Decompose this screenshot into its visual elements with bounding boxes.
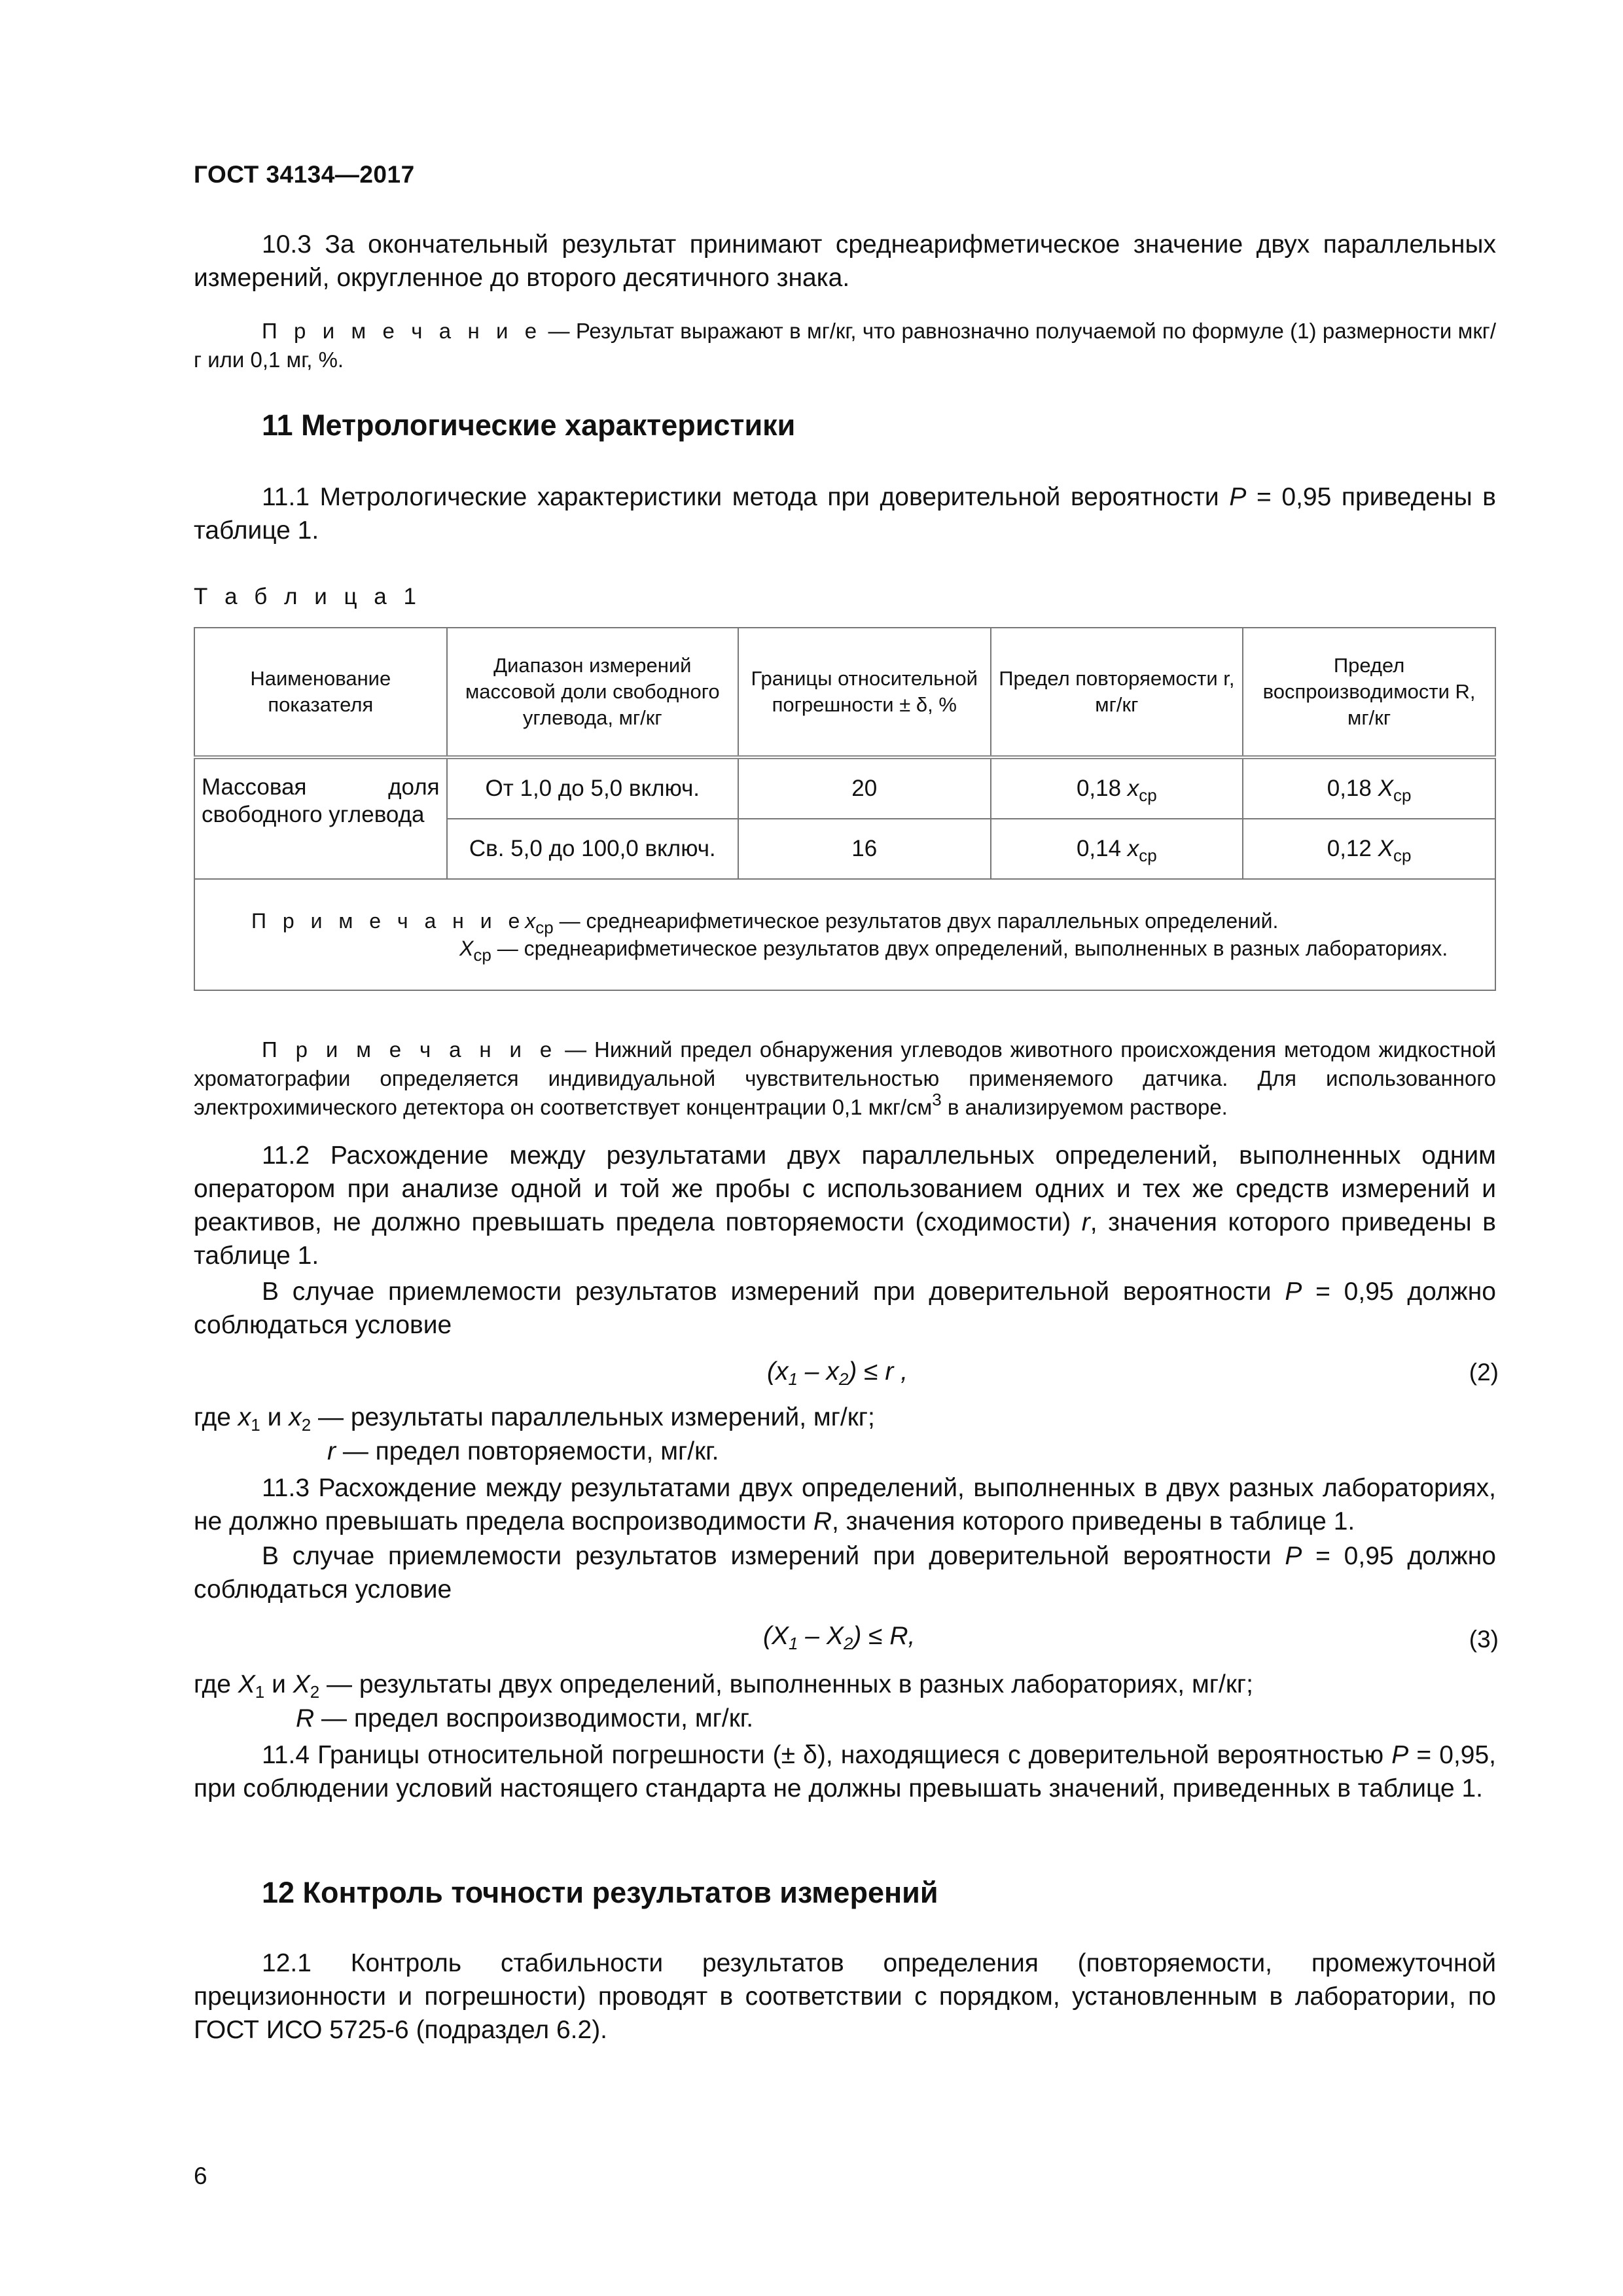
paragraph-acceptance-2: В случае приемлемости результатов измерений при доверительной вероятности P = 0,95 должно соблюдаться условие [194,1542,1497,1604]
table-caption: Т а б л и ц а 1 [194,584,421,609]
paragraph-11-3: 11.3 Расхождение между результатами двух определений, выполненных в двух разных лабораториях, не должно превышать предела воспроизводимости R, значения которого приведены в таблице 1. [194,1474,1496,1535]
formula-3-legend-1: где $X_1$ и $X_2$ — результаты двух определений, выполненных в разных лабораториях, мг/кг; [194,1670,1253,1702]
table-header-row [194,628,1495,757]
cell-error: 16 [738,819,991,879]
cell-reproducibility: 0,18 $X_{ср}$ [1243,757,1495,819]
page-number: 6 [194,2162,207,2189]
paragraph-11-4: 11.4 Границы относительной погрешности (± δ), находящиеся с доверительной вероятностью P = 0,95, при соблюдении условий настоящего стандарта не должны превышать значений, приведенных в таблице 1. [194,1741,1497,1803]
table-row [194,757,1495,819]
paragraph-10-3: 10.3 За окончательный результат принимают среднеарифметическое значение двух параллельных измерений, округленное до второго десятичного знака. [194,230,1496,292]
paragraph-11-2: 11.2 Расхождение между результатами двух параллельных определений, выполненных одним оператором при анализе одной и той же пробы с использованием одних и тех же средств измерений и реактивов, не должно превышать предела повторяемости (сходимости) r, значения которого приведены в таблице 1. [194,1141,1496,1270]
note-result-units: П р и м е ч а н и е — Результат выражают в мг/кг, что равнозначно получаемой по формуле (1) размерности мкг/г или 0,1 мг, %. [194,319,1497,372]
section-title-12: 12 Контроль точности результатов измерений [262,1876,938,1909]
document-header: ГОСТ 34134—2017 [194,161,415,188]
col-header-repeatability: Предел повторяемости r, мг/кг [991,628,1243,757]
formula-2-legend-2: r — предел повторяемости, мг/кг. [327,1437,719,1465]
col-header-indicator: Наименование показателя [194,628,447,757]
cell-repeatability: 0,18 $x_{ср}$ [991,757,1243,819]
cell-range: Св. 5,0 до 100,0 включ. [447,819,738,879]
cell-reproducibility: 0,12 $X_{ср}$ [1243,819,1495,879]
formula-3-number: (3) [1469,1626,1499,1653]
table-note-row [194,879,1495,990]
section-title-11: 11 Метрологические характеристики [262,408,796,442]
col-header-reproducibility: Предел воспроизводимости R, мг/кг [1243,628,1495,757]
col-header-range: Диапазон измерений массовой доли свободного углевода, мг/кг [447,628,738,757]
formula-3-legend-2: R — предел воспроизводимости, мг/кг. [296,1704,754,1732]
col-header-error: Границы относительной погрешности ± δ, % [738,628,991,757]
cell-range: От 1,0 до 5,0 включ. [447,757,738,819]
paragraph-11-1: 11.1 Метрологические характеристики метода при доверительной вероятности P = 0,95 приведены в таблице 1. [194,483,1497,545]
formula-3: $(X_1 - X_2) \le R$, [763,1622,916,1653]
formula-2: $(x_1 - x_2) \le r$ , [767,1357,908,1389]
paragraph-acceptance-1: В случае приемлемости результатов измерений при доверительной вероятности P = 0,95 должно соблюдаться условие [194,1278,1497,1339]
row-header-indicator: Массовая доля свободного углевода [194,757,447,879]
metrology-table [194,627,1496,991]
paragraph-12-1: 12.1 Контроль стабильности результатов определения (повторяемости, промежуточной прецизионности и погрешности) проводят в соответствии с порядком, установленным в лаборатории, по ГОСТ ИСО 5725-6 (подраздел 6.2). [194,1949,1496,2044]
formula-2-legend-1: где $x_1$ и $x_2$ — результаты параллельных измерений, мг/кг; [194,1403,875,1435]
formula-2-number: (2) [1469,1359,1499,1386]
note-detection-limit: П р и м е ч а н и е — Нижний предел обнаружения углеводов животного происхождения методом жидкостной хроматографии определяется индивидуальной чувствительностью применяемого датчика. Для использованного электрохимического детектора он соответствует концентрации 0,1 мкг/$см^3$ в анализируемом растворе. [194,1037,1497,1119]
cell-error: 20 [738,757,991,819]
cell-repeatability: 0,14 $x_{ср}$ [991,819,1243,879]
table-note: П р и м е ч а н и $еx_{ср}$ — среднеарифметическое результатов двух параллельных определений. $X_{ср}$ — среднеарифметическое результатов двух определений, выполненных в разных лабораториях. [194,879,1495,990]
